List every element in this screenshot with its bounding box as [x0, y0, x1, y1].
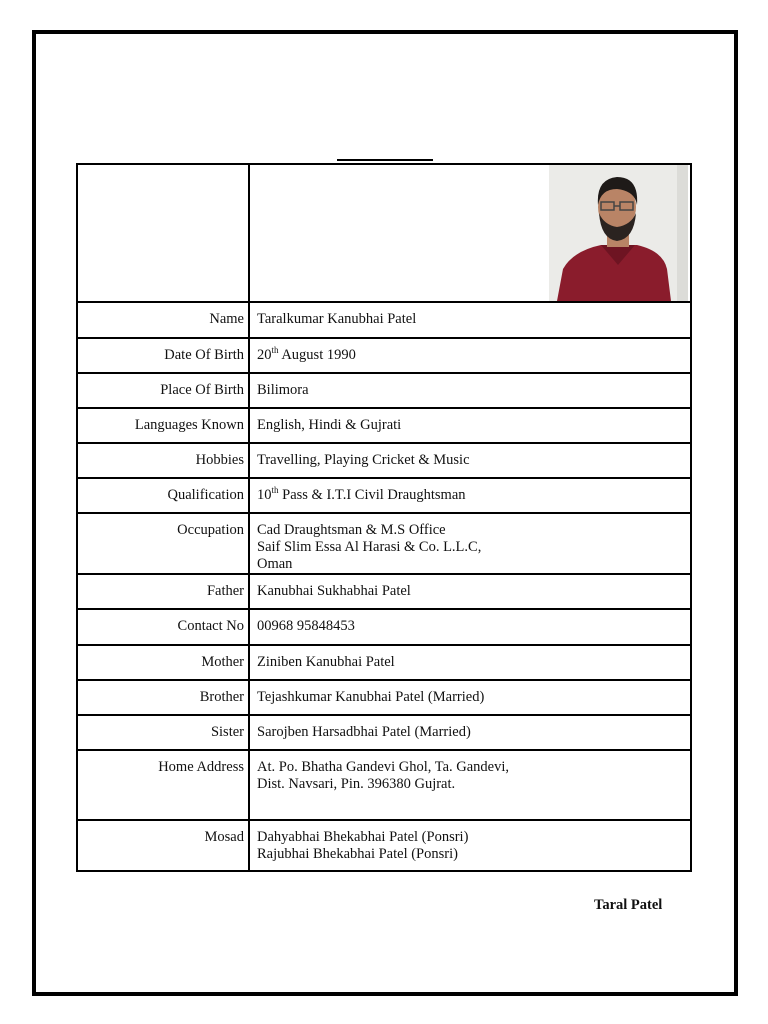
field-value: [249, 645, 691, 680]
field-label: Hobbies: [77, 443, 249, 478]
field-value-line: [257, 347, 690, 364]
photo-cell: [249, 164, 691, 302]
field-value-line: Sarojben Harsadbhai Patel (Married): [257, 724, 471, 740]
field-value-line: Ziniben Kanubhai Patel: [257, 654, 395, 670]
table-row: [77, 750, 691, 820]
field-value: [249, 443, 691, 478]
field-value: [249, 408, 691, 443]
field-value: [249, 574, 691, 609]
field-value-line: Kanubhai Sukhabhai Patel: [257, 583, 411, 599]
field-value: [249, 750, 691, 820]
value-part-pre: 10: [257, 487, 272, 503]
value-part-sup: th: [271, 345, 279, 356]
field-label: Date Of Birth: [77, 338, 249, 373]
field-label: Mother: [77, 645, 249, 680]
profile-photo: [549, 165, 688, 301]
value-part-pre: 20: [257, 347, 272, 363]
table-row: [77, 680, 691, 715]
field-label: Name: [77, 302, 249, 338]
field-value-line: Oman: [257, 556, 293, 572]
field-label: Occupation: [77, 513, 249, 574]
field-value: [249, 338, 691, 373]
field-value: [249, 513, 691, 574]
table-row: [77, 574, 691, 609]
field-value-line: Dist. Navsari, Pin. 396380 Gujrat.: [257, 776, 456, 792]
biodata-table: [76, 163, 692, 872]
value-part-sup: th: [271, 485, 279, 496]
field-value: [249, 715, 691, 750]
detail-rows: [77, 302, 691, 871]
field-label: Place Of Birth: [77, 373, 249, 408]
field-label: Mosad: [77, 820, 249, 871]
title-underline: [337, 159, 433, 161]
field-value-line: Travelling, Playing Cricket & Music: [257, 452, 470, 468]
field-value: [249, 478, 691, 513]
field-value: [249, 302, 691, 338]
field-value-line: Taralkumar Kanubhai Patel: [257, 311, 417, 327]
photo-row: [77, 164, 691, 302]
table-row: [77, 302, 691, 338]
person-portrait-icon: [549, 165, 688, 301]
field-label: Contact No: [77, 609, 249, 645]
field-label: Brother: [77, 680, 249, 715]
table-row: [77, 715, 691, 750]
table-row: [77, 373, 691, 408]
field-value: [249, 373, 691, 408]
field-value: [249, 680, 691, 715]
field-value-line: At. Po. Bhatha Gandevi Ghol, Ta. Gandevi,: [257, 759, 510, 775]
field-label: Languages Known: [77, 408, 249, 443]
field-value: [249, 820, 691, 871]
signature-name: Taral Patel: [594, 897, 663, 913]
field-label: Sister: [77, 715, 249, 750]
field-value-line: Saif Slim Essa Al Harasi & Co. L.L.C,: [257, 539, 482, 555]
field-value-line: [257, 487, 690, 504]
table-row: [77, 408, 691, 443]
field-value-line: Bilimora: [257, 382, 309, 398]
field-value-line: Dahyabhai Bhekabhai Patel (Ponsri): [257, 829, 469, 845]
field-value-line: English, Hindi & Gujrati: [257, 417, 402, 433]
field-label: Father: [77, 574, 249, 609]
photo-row-label-cell: [77, 164, 249, 302]
field-value-line: Tejashkumar Kanubhai Patel (Married): [257, 689, 485, 705]
field-value-line: 00968 95848453: [257, 618, 355, 634]
table-row: [77, 820, 691, 871]
table-row: [77, 338, 691, 373]
value-part-post: August 1990: [278, 347, 356, 363]
field-label: Home Address: [77, 750, 249, 820]
table-row: [77, 478, 691, 513]
field-value-line: Cad Draughtsman & M.S Office: [257, 522, 446, 538]
field-label: Qualification: [77, 478, 249, 513]
field-value: [249, 609, 691, 645]
field-value-line: Rajubhai Bhekabhai Patel (Ponsri): [257, 846, 458, 862]
table-row: [77, 513, 691, 574]
table-row: [77, 443, 691, 478]
value-part-post: Pass & I.T.I Civil Draughtsman: [278, 487, 466, 503]
table-row: [77, 645, 691, 680]
table-row: [77, 609, 691, 645]
